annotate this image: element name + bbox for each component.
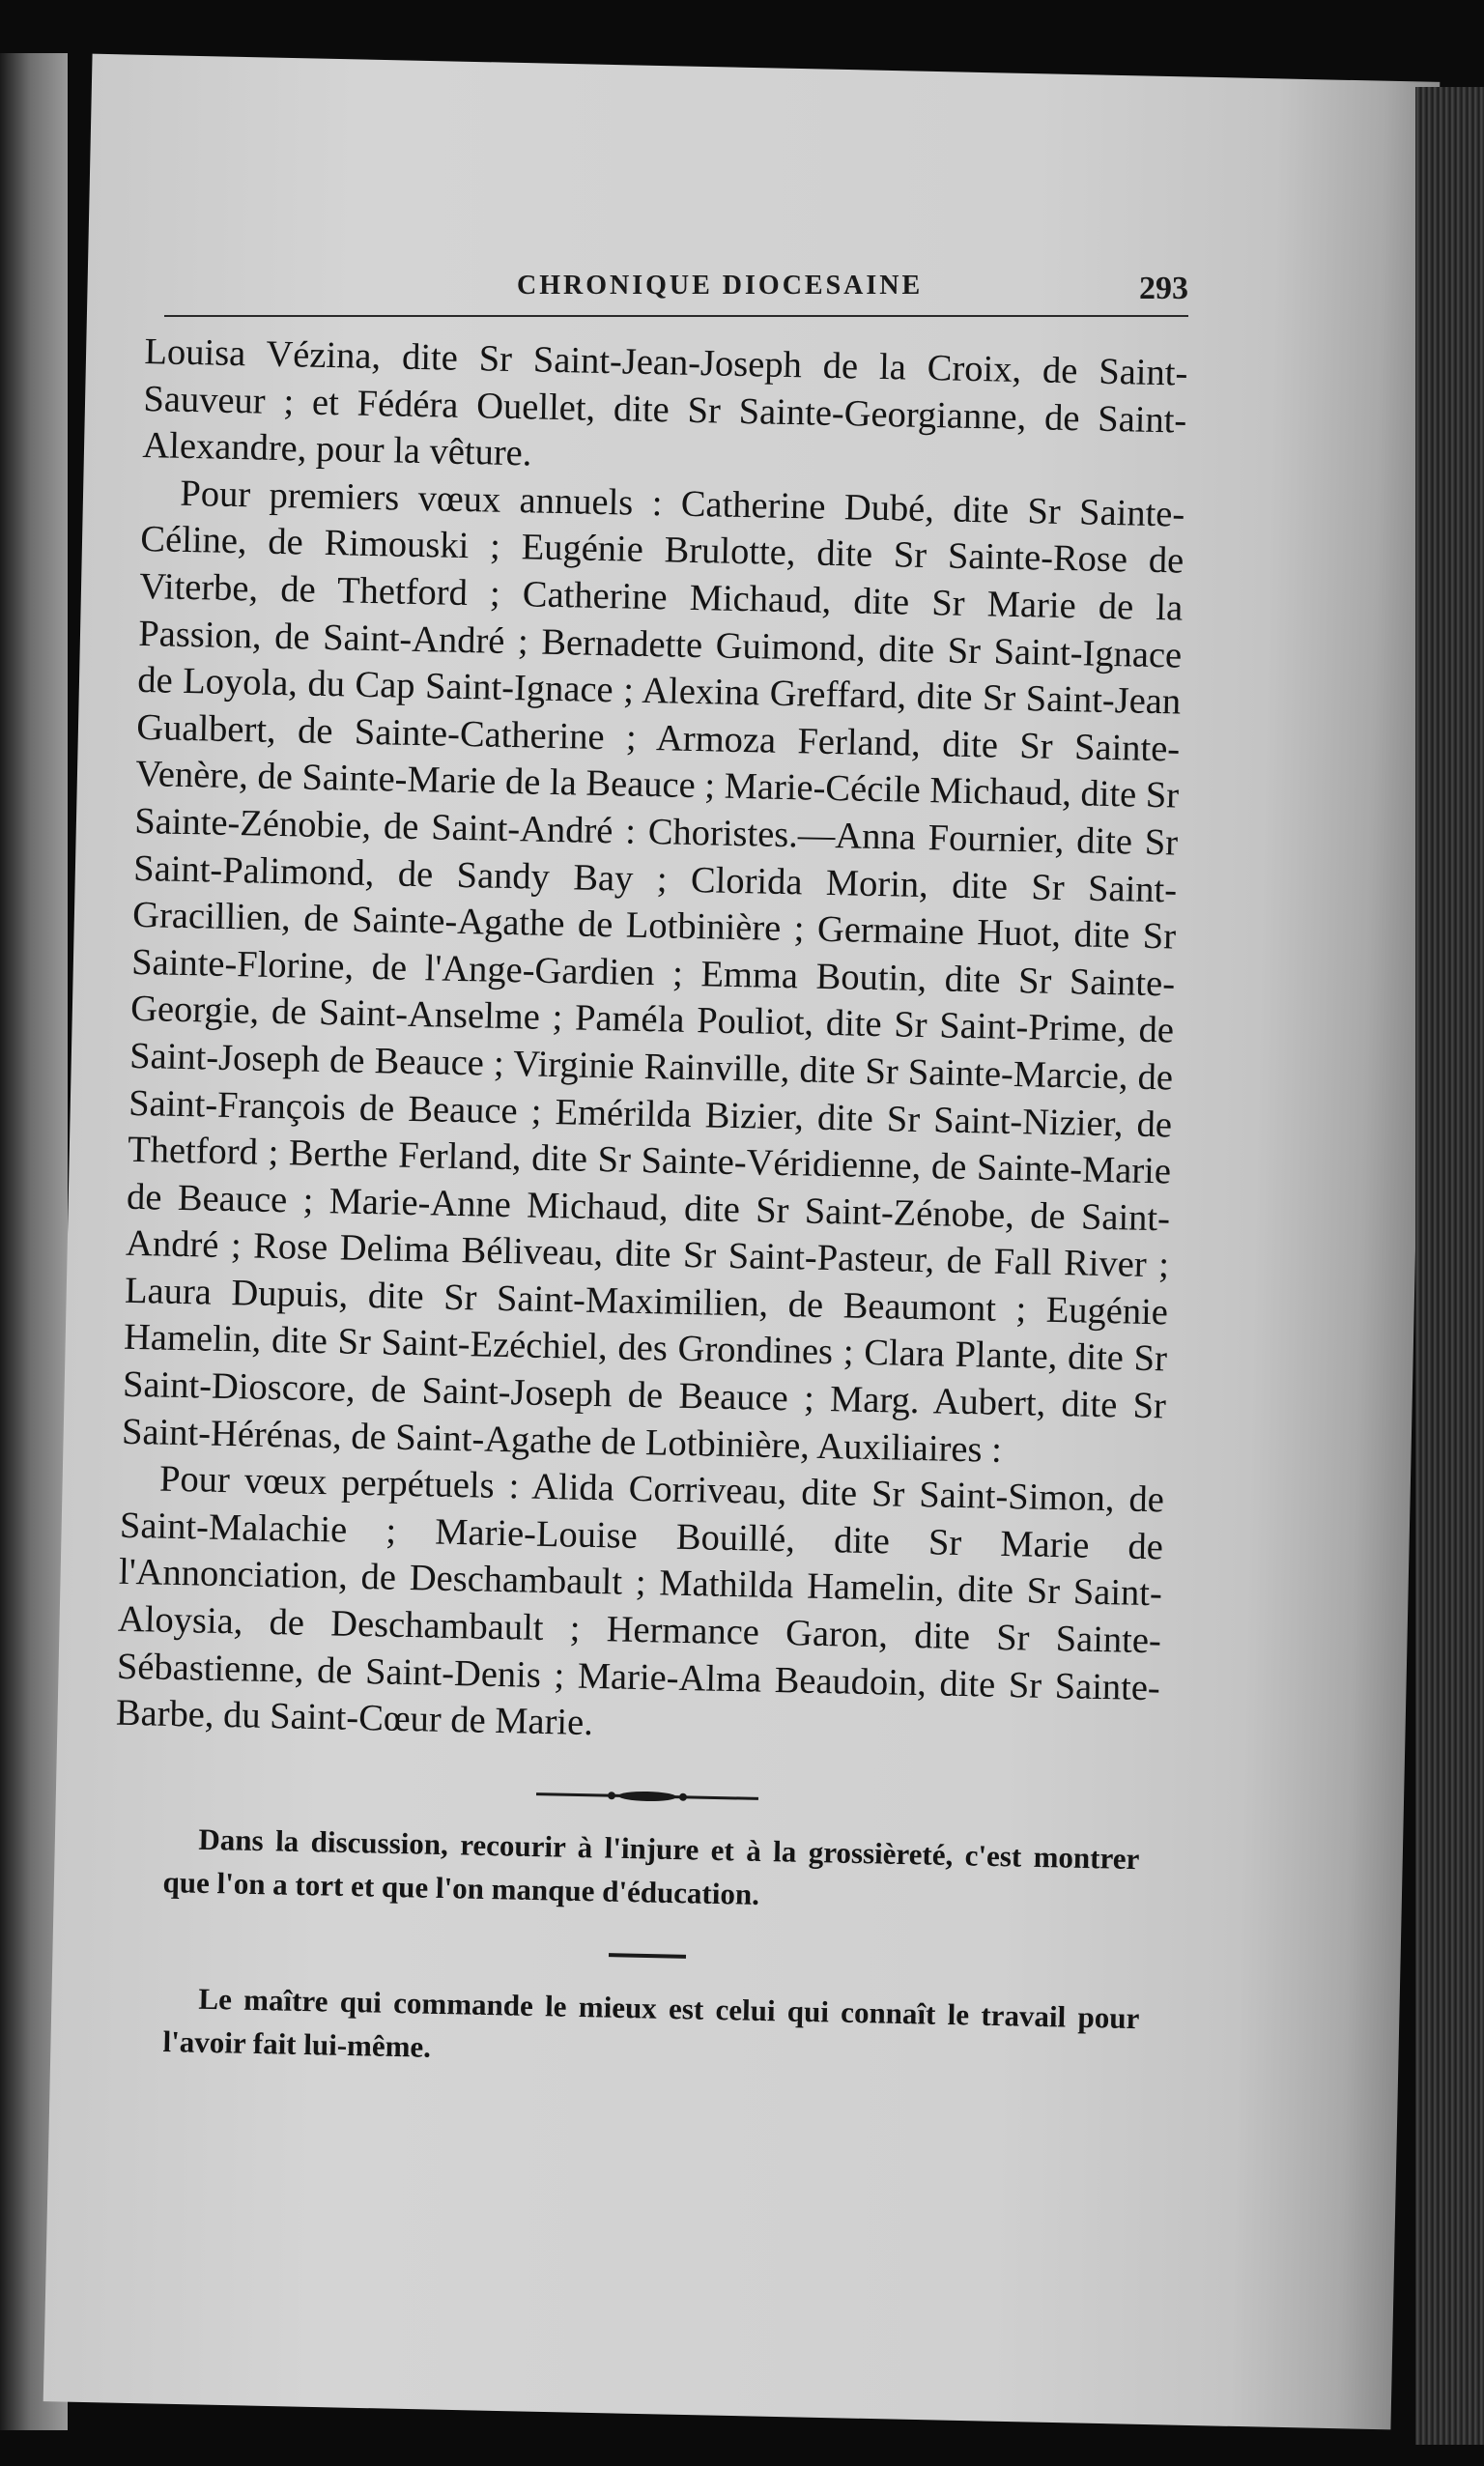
maxim-text: Dans la discussion, recourir à l'injure et à la grossièreté, c'est montrer que l'on a tort et que l'on manque d'éducation. <box>162 1821 1140 1911</box>
header-rule <box>164 315 1188 317</box>
paragraph-first-vows: Pour premiers vœux annuels : Catherine Dubé, dite Sr Sainte-Céline, de Rimouski ; Eugénie Brulotte, dite Sr Sainte-Rose de Viterbe, de Thetford ; Catherine Michaud, dite Sr Marie de la Passion, de Saint-André ; Bernadette Guimond, dite Sr Saint-Ignace de Loyola, du Cap Saint-Ignace ; Alexina Greffard, dite Sr Saint-Jean Gualbert, de Sainte-Catherine ; Armoza Ferland, dite Sr Sainte-Venère, de Sainte-Marie de la Beauce ; Marie-Cécile Michaud, dite Sr Sainte-Zénobie, de Saint-André : Choristes.—Anna Fournier, dite Sr Saint-Palimond, de Sandy Bay ; Clorida Morin, dite Sr Saint-Gracillien, de Sainte-Agathe de Lotbinière ; Germaine Huot, dite Sr Sainte-Florine, de l'Ange-Gardien ; Emma Boutin, dite Sr Sainte-Georgie, de Saint-Anselme ; Paméla Pouliot, dite Sr Saint-Prime, de Saint-Joseph de Beauce ; Virginie Rainville, dite Sr Sainte-Marcie, de Saint-François de Beauce ; Emérilda Bizier, dite Sr Saint-Nizier, de Thetford ; Berthe Ferland, dite Sr Sainte-Véridienne, de Sainte-Marie de Beauce ; Marie-Anne Michaud, dite Sr Saint-Zénobe, de Saint-André ; Rose Delima Béliveau, dite Sr Saint-Pasteur, de Fall River ; Laura Dupuis, dite Sr Saint-Maximilien, de Beaumont ; Eugénie Hamelin, dite Sr Saint-Ezéchiel, des Grondines ; Clara Plante, dite Sr Saint-Dioscore, de Saint-Joseph de Beauce ; Marg. Aubert, dite Sr Saint-Hérénas, de Saint-Agathe de Lotbinière, Auxiliaires : <box>121 473 1185 1471</box>
running-title: CHRONIQUE DIOCESAINE <box>517 271 924 301</box>
body-text <box>115 329 1187 1759</box>
paragraph-perpetual-vows: Pour vœux perpétuels : Alida Corriveau, dite Sr Saint-Simon, de Saint-Malachie ; Marie-Louise Bouillé, dite Sr Marie de l'Annonciation, de Deschambault ; Mathilda Hamelin, dite Sr Saint-Aloysia, de Deschambault ; Hermance Garon, dite Sr Sainte-Sébastienne, de Saint-Denis ; Marie-Alma Beaudoin, dite Sr Sainte-Barbe, du Saint-Cœur de Marie. <box>115 1458 1165 1744</box>
page-number: 293 <box>1139 271 1188 306</box>
page-stack-edges <box>1415 87 1484 2445</box>
running-head <box>164 259 1188 317</box>
paragraph-vesture: Louisa Vézina, dite Sr Saint-Jean-Joseph de la Croix, de Saint-Sauveur ; et Fédéra Ouellet, dite Sr Sainte-Georgianne, de Saint-Alexandre, pour la vêture. <box>142 330 1188 474</box>
maxim-text: Le maître qui commande le mieux est celui qui connaît le travail pour l'avoir fait lui-même. <box>162 1981 1140 2064</box>
